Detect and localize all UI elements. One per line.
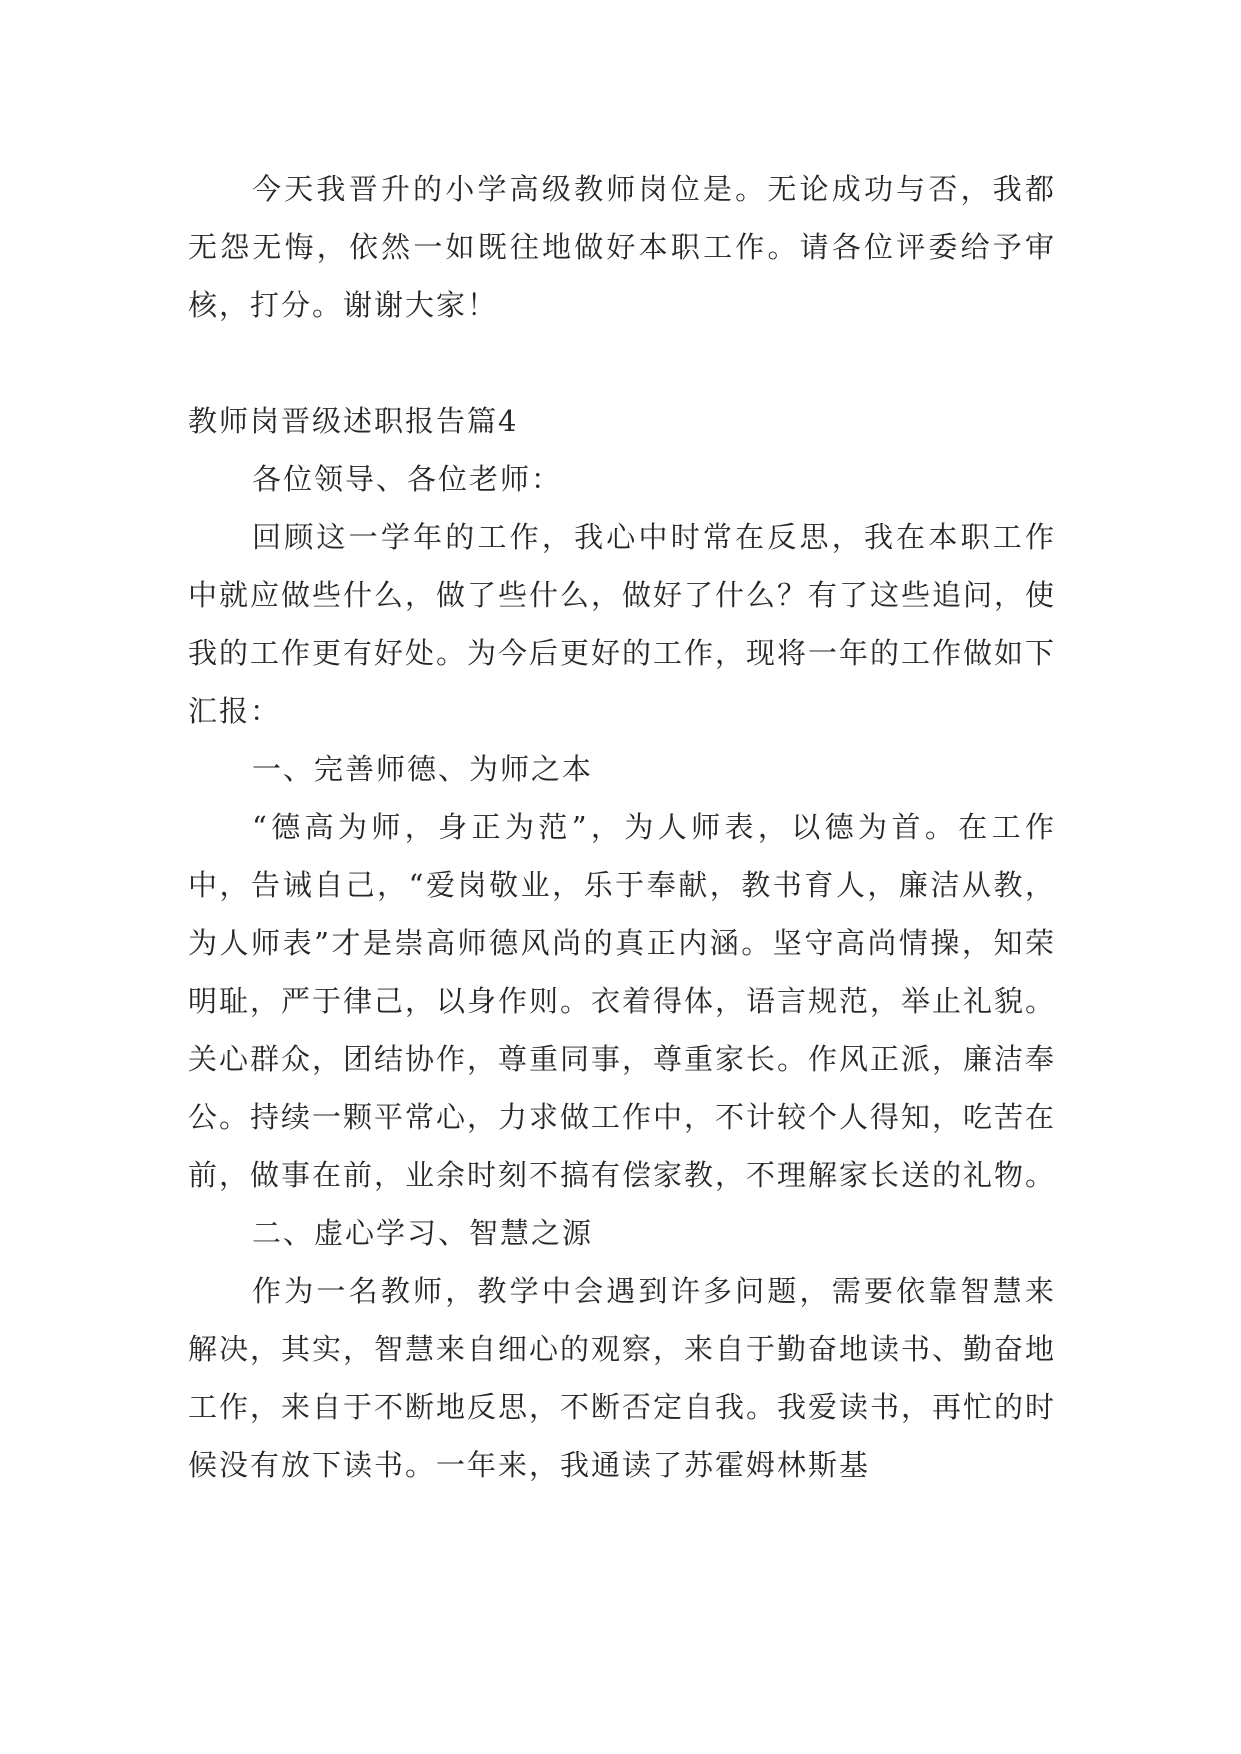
document-body bbox=[188, 160, 1056, 1494]
subheading-one: 一、完善师德、为师之本 bbox=[252, 752, 594, 786]
subheading-two: 二、虚心学习、智慧之源 bbox=[252, 1216, 594, 1250]
paragraph-learning: 作为一名教师，教学中会遇到许多问题，需要依靠智慧来解决，其实，智慧来自细心的观察，来自于勤奋地读书、勤奋地工作，来自于不断地反思，不断否定自我。我爱读书，再忙的时候没有放下读书。一年来，我通读了苏霍姆林斯基 bbox=[188, 1274, 1057, 1482]
paragraph-ethics: “德高为师，身正为范”，为人师表，以德为首。在工作中，告诫自己，“爱岗敬业，乐于奉献，教书育人，廉洁从教，为人师表”才是崇高师德风尚的真正内涵。坚守高尚情操，知荣明耻，严于律己，以身作则。衣着得体，语言规范，举止礼貌。关心群众，团结协作，尊重同事，尊重家长。作风正派，廉洁奉公。持续一颗平常心，力求做工作中，不计较个人得知，吃苦在前，做事在前，业余时刻不搞有偿家教，不理解家长送的礼物。 bbox=[188, 810, 1057, 1192]
section-heading: 教师岗晋级述职报告篇4 bbox=[188, 404, 519, 438]
paragraph-intro: 回顾这一学年的工作，我心中时常在反思，我在本职工作中就应做些什么，做了些什么，做好了什么？有了这些追问，使我的工作更有好处。为今后更好的工作，现将一年的工作做如下汇报： bbox=[188, 520, 1057, 728]
salutation: 各位领导、各位老师： bbox=[252, 462, 563, 496]
paragraph-closing: 今天我晋升的小学高级教师岗位是。无论成功与否，我都无怨无悔，依然一如既往地做好本职工作。请各位评委给予审核，打分。谢谢大家！ bbox=[188, 172, 1056, 322]
